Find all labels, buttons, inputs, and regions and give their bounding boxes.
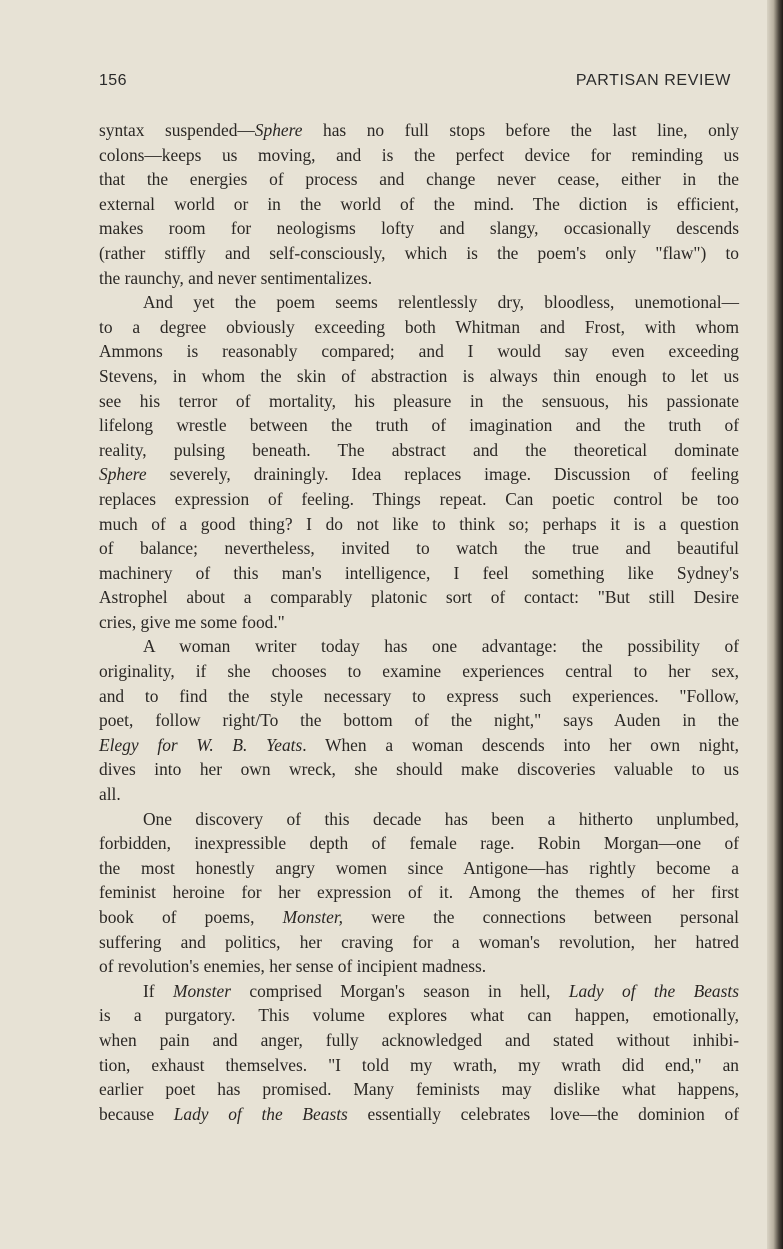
text-segment: Ammons is reasonably compared; and I would say even exceeding — [99, 341, 739, 362]
text-segment: external world or in the world of the mind. The diction is efficient, — [99, 193, 739, 214]
text-line — [99, 1003, 739, 1028]
text-line — [99, 143, 739, 168]
text-segment: machinery of this man's intelligence, I feel something like Sydney's — [99, 562, 739, 583]
text-line — [99, 782, 739, 807]
text-segment: of balance; nevertheless, invited to watch the true and beautiful — [99, 538, 739, 559]
text-segment: that the energies of process and change never cease, either in the — [99, 169, 739, 190]
text-segment: feminist heroine for her expression of it. Among the themes of her first — [99, 882, 739, 903]
italic-title: Lady of the Beasts — [173, 1103, 348, 1124]
text-segment: essentially celebrates love—the dominion of — [347, 1103, 739, 1124]
text-line — [99, 315, 739, 340]
text-segment: when pain and anger, fully acknowledged and stated without inhibi- — [99, 1029, 739, 1050]
text-line — [99, 1053, 739, 1078]
text-segment: suffering and politics, her craving for a woman's revolution, her hatred — [99, 931, 739, 952]
text-line — [99, 487, 739, 512]
page-header — [99, 72, 731, 96]
text-line — [99, 118, 739, 143]
text-segment: And yet the poem seems relentlessly dry, bloodless, unemotional— — [143, 292, 739, 313]
text-segment: . When a woman descends into her own night, — [302, 734, 739, 755]
body-text — [99, 118, 739, 1126]
text-segment: because — [99, 1103, 174, 1124]
text-line — [99, 1077, 739, 1102]
text-line — [99, 856, 739, 881]
text-line — [99, 880, 739, 905]
text-line — [99, 462, 739, 487]
text-line — [99, 979, 739, 1004]
text-segment: makes room for neologisms lofty and slangy, occasionally descends — [99, 218, 739, 239]
text-line — [99, 216, 739, 241]
text-segment: see his terror of mortality, his pleasure in the sensuous, his passionate — [99, 390, 739, 411]
text-segment: replaces expression of feeling. Things repeat. Can poetic control be too — [99, 488, 739, 509]
text-line — [99, 905, 739, 930]
text-segment: One discovery of this decade has been a hitherto unplumbed, — [143, 808, 739, 829]
italic-title: Lady of the Beasts — [568, 980, 739, 1001]
text-line — [99, 413, 739, 438]
text-segment: is a purgatory. This volume explores what can happen, emotionally, — [99, 1005, 739, 1026]
page-edge-shadow — [767, 0, 783, 1249]
text-segment: colons—keeps us moving, and is the perfect device for reminding us — [99, 144, 739, 165]
text-line — [99, 389, 739, 414]
text-segment: dives into her own wreck, she should make discoveries valuable to us — [99, 759, 739, 780]
text-segment: were the connections between personal — [343, 907, 739, 927]
text-segment: to a degree obviously exceeding both Whitman and Frost, with whom — [99, 316, 739, 337]
text-segment: all. — [99, 784, 121, 805]
text-segment: Stevens, in whom the skin of abstraction is always thin enough to let us — [99, 365, 739, 386]
text-segment: and to find the style necessary to express such experiences. "Follow, — [99, 685, 739, 706]
text-line — [99, 241, 739, 266]
italic-title: Monster, — [282, 907, 344, 927]
text-segment: much of a good thing? I do not like to think so; perhaps it is a question — [99, 513, 739, 534]
text-segment: the raunchy, and never sentimentalizes. — [99, 267, 373, 288]
italic-title: Sphere — [254, 120, 303, 140]
text-line — [99, 1028, 739, 1053]
text-segment: tion, exhaust themselves. "I told my wrath, my wrath did end," an — [99, 1054, 739, 1075]
text-segment: cries, give me some food." — [99, 611, 285, 632]
text-line — [99, 831, 739, 856]
text-line — [99, 610, 739, 635]
text-segment: syntax suspended— — [99, 120, 255, 140]
text-segment: book of poems, — [99, 907, 283, 927]
text-segment: forbidden, inexpressible depth of female rage. Robin Morgan—one of — [99, 833, 739, 854]
text-segment: of revolution's enemies, her sense of incipient madness. — [99, 956, 487, 977]
text-segment: originality, if she chooses to examine experiences central to her sex, — [99, 661, 739, 682]
text-line — [99, 930, 739, 955]
page-number: 156 — [99, 72, 127, 89]
text-line — [99, 757, 739, 782]
text-segment: earlier poet has promised. Many feminists may dislike what happens, — [99, 1079, 739, 1100]
text-line — [99, 364, 739, 389]
text-segment: poet, follow right/To the bottom of the night," says Auden in the — [99, 710, 739, 731]
text-segment: If — [143, 980, 173, 1001]
text-segment: lifelong wrestle between the truth of imagination and the truth of — [99, 415, 739, 436]
text-line — [99, 807, 739, 832]
text-line — [99, 733, 739, 758]
text-line — [99, 266, 739, 291]
text-line — [99, 192, 739, 217]
text-line — [99, 536, 739, 561]
text-line — [99, 585, 739, 610]
text-line — [99, 561, 739, 586]
text-line — [99, 290, 739, 315]
text-line — [99, 634, 739, 659]
text-segment: the most honestly angry women since Antigone—has rightly become a — [99, 857, 739, 878]
italic-title: Monster — [173, 980, 231, 1001]
text-line — [99, 684, 739, 709]
text-line — [99, 954, 739, 979]
text-segment: reality, pulsing beneath. The abstract and the theoretical dominate — [99, 439, 739, 460]
italic-title: Elegy for W. B. Yeats — [99, 734, 303, 755]
text-line — [99, 339, 739, 364]
running-head: PARTISAN REVIEW — [575, 72, 731, 89]
text-line — [99, 167, 739, 192]
text-line — [99, 512, 739, 537]
text-line — [99, 1102, 739, 1127]
text-line — [99, 708, 739, 733]
text-segment: comprised Morgan's season in hell, — [230, 980, 569, 1001]
text-line — [99, 659, 739, 684]
italic-title: Sphere — [99, 464, 147, 485]
text-segment: A woman writer today has one advantage: the possibility of — [143, 636, 739, 657]
text-line — [99, 438, 739, 463]
text-segment: (rather stiffly and self-consciously, which is the poem's only "flaw") to — [99, 242, 739, 263]
text-segment: Astrophel about a comparably platonic sort of contact: "But still Desire — [99, 587, 739, 608]
text-segment: has no full stops before the last line, only — [302, 120, 739, 140]
text-segment: severely, drainingly. Idea replaces image. Discussion of feeling — [146, 464, 739, 485]
